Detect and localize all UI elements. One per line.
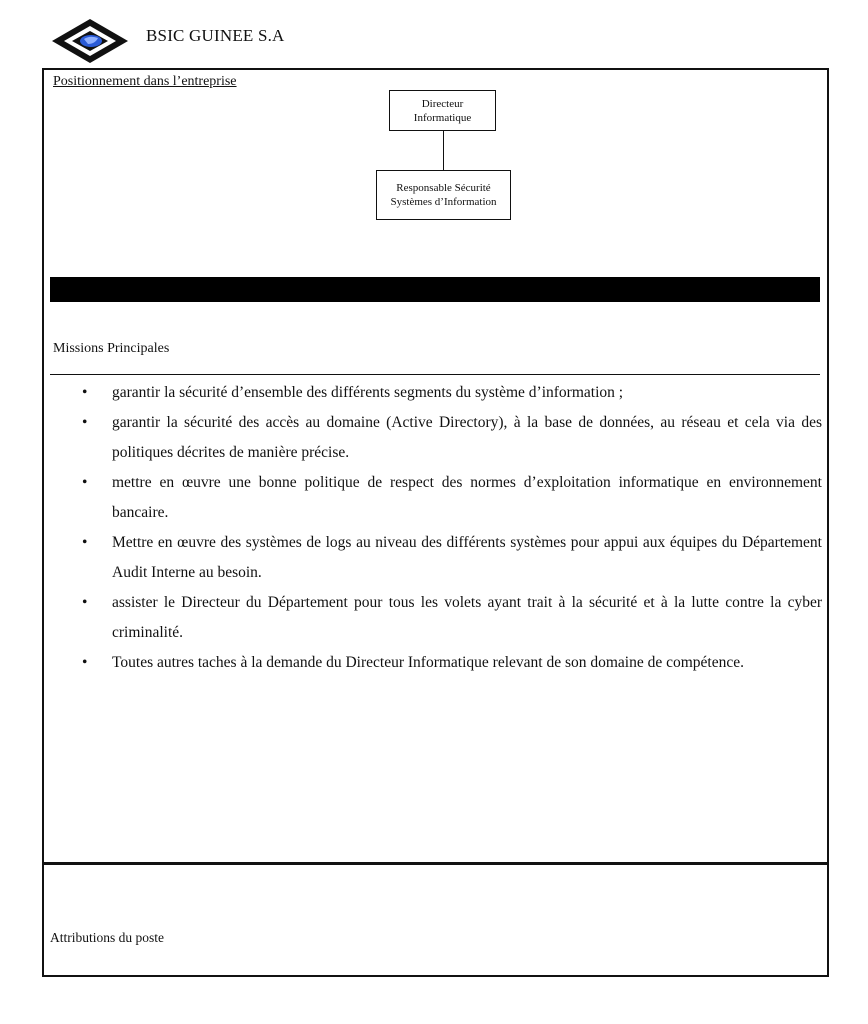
bullet-icon: • — [82, 384, 88, 401]
mission-item — [78, 408, 822, 468]
mission-text: garantir la sécurité des accès au domaine (Active Directory), à la base de données, au réseau et cela via des politiques décrites de manière précise. — [112, 414, 822, 461]
missions-list — [78, 378, 822, 678]
mission-item — [78, 468, 822, 528]
positioning-title: Positionnement dans l’entreprise — [53, 74, 237, 89]
org-chart-connector — [443, 131, 444, 170]
org-position-line-1: Responsable Sécurité — [396, 182, 491, 194]
mission-text: Mettre en œuvre des systèmes de logs au niveau des différents systèmes pour appui aux équipes du Département Audit Interne au besoin. — [112, 534, 822, 581]
org-position-line-2: Systèmes d’Information — [390, 196, 497, 208]
bullet-icon: • — [82, 414, 88, 431]
org-manager-line-1: Directeur — [421, 97, 464, 110]
org-manager-line-2: Informatique — [413, 111, 472, 124]
org-chart-manager-box — [389, 90, 496, 131]
attributions-frame — [42, 863, 829, 977]
section-divider-bar — [50, 277, 820, 302]
bullet-icon: • — [82, 594, 88, 611]
mission-text: Toutes autres taches à la demande du Directeur Informatique relevant de son domaine de compétence. — [112, 654, 744, 671]
mission-text: garantir la sécurité d’ensemble des différents segments du système d’information ; — [112, 384, 624, 401]
attributions-title: Attributions du poste — [50, 930, 164, 945]
bullet-icon: • — [82, 654, 88, 671]
bsic-logo-icon — [48, 16, 132, 66]
mission-item — [78, 528, 822, 588]
org-chart-position-box — [376, 170, 511, 220]
mission-text: mettre en œuvre une bonne politique de respect des normes d’exploitation informatique en environnement bancaire. — [112, 474, 822, 521]
missions-title: Missions Principales — [53, 341, 170, 356]
mission-item — [78, 588, 822, 648]
missions-rule — [50, 374, 820, 375]
mission-item — [78, 648, 822, 678]
mission-text: assister le Directeur du Département pour tous les volets ayant trait à la sécurité et à la lutte contre la cyber criminalité. — [112, 594, 822, 641]
mission-item — [78, 378, 822, 408]
bullet-icon: • — [82, 534, 88, 551]
bullet-icon: • — [82, 474, 88, 491]
company-name: BSIC GUINEE S.A — [146, 26, 285, 45]
